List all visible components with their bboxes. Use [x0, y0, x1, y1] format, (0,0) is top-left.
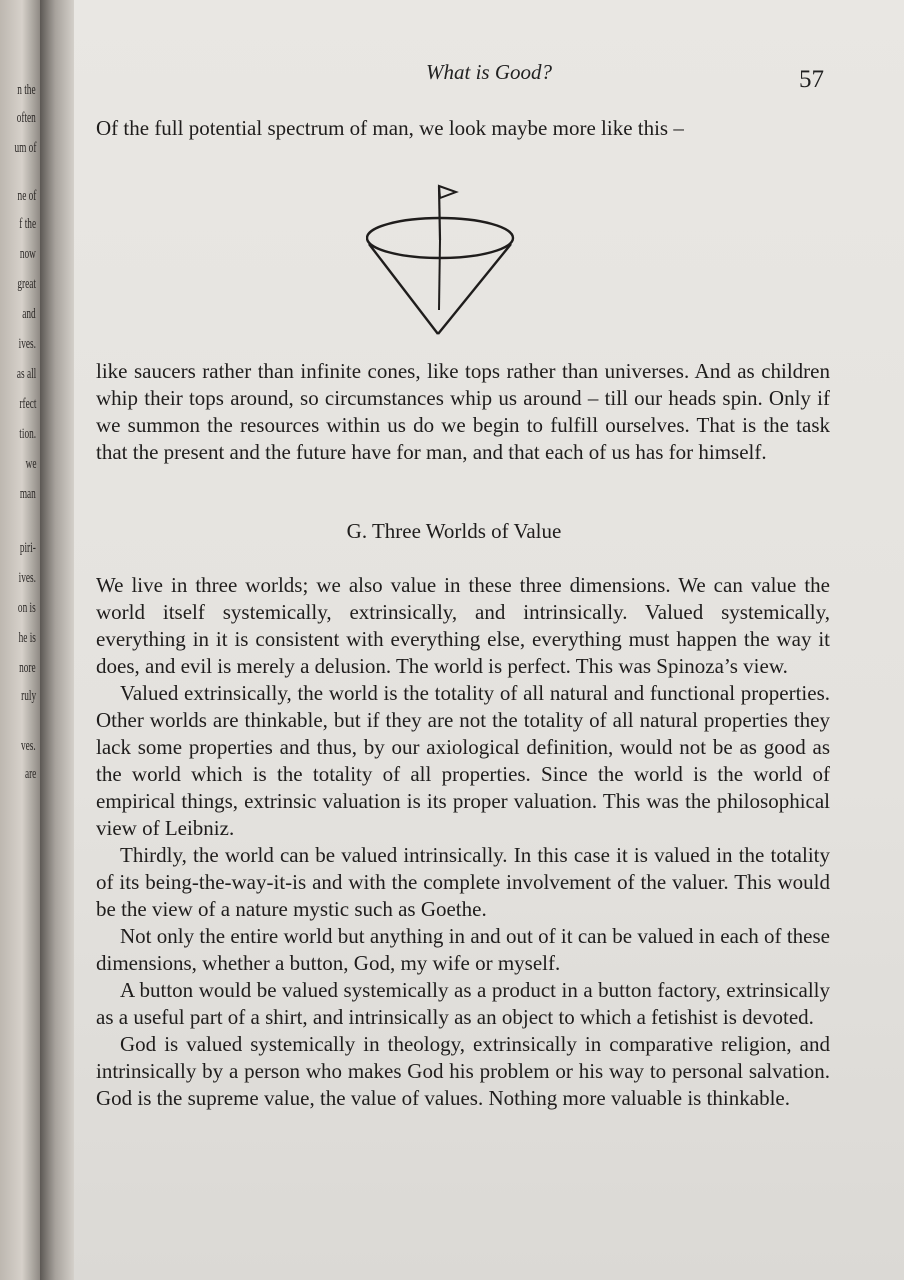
paragraph: like saucers rather than infinite cones, like tops rather than universes. And as children whip their tops around, so circumstances whip us around – till our heads spin. Only if we summon the resources within us do we begin to fulfill ourselves. That is the task that the present and the future have for man, and that each of us has for himself. [96, 359, 830, 464]
spinning-top-figure [366, 178, 526, 340]
paragraph: Thirdly, the world can be valued intrinsically. In this case it is valued in the totality of its being-the-way-it-is and with the complete involvement of the valuer. This would be the view of a nature mystic such as Goethe. [96, 843, 830, 921]
facing-page-fragment: ives. [18, 336, 36, 352]
facing-page-fragment: um of [14, 140, 36, 156]
paragraph: God is valued systemically in theology, extrinsically in comparative religion, and intrinsically by a person who makes God his problem or his way to personal salvation. God is the supreme value, the value of values. Nothing more valuable is thinkable. [96, 1032, 830, 1110]
facing-page-fragment: man [19, 486, 36, 502]
page-number: 57 [799, 66, 824, 93]
facing-page-fragment: ives. [18, 570, 36, 586]
paragraph: Not only the entire world but anything in and out of it can be valued in each of these dimensions, whether a button, God, my wife or myself. [96, 924, 830, 975]
facing-page-fragment: are [24, 766, 36, 782]
facing-page-fragment: n the [17, 82, 36, 98]
facing-page-fragment: on is [18, 600, 36, 616]
section-body [96, 572, 830, 1112]
paragraph-after-figure [96, 358, 830, 466]
facing-page-fragment: ne of [17, 188, 36, 204]
facing-page-fragment: we [25, 456, 36, 472]
facing-page-fragment: often [16, 110, 36, 126]
section-heading: G. Three Worlds of Value [346, 519, 562, 543]
facing-page-fragment: rfect [18, 396, 36, 412]
facing-page-fragment: he is [18, 630, 36, 646]
facing-page-fragment: ruly [21, 688, 36, 704]
book-gutter [40, 0, 74, 1280]
running-head: What is Good? [426, 60, 552, 84]
facing-page-fragment: great [17, 276, 36, 292]
facing-page-fragment: ves. [21, 738, 36, 754]
paragraph: Valued extrinsically, the world is the totality of all natural and functional properties. Other worlds are thinkable, but if they are not the totality of all natural properties they lack some properties and thus, by our axiological definition, would not be as good as the world which is the totality of all properties. Since the world is the world of empirical things, extrinsic valuation is its proper valuation. This was the philosophical view of Leibniz. [96, 681, 830, 840]
facing-page-fragment: and [22, 306, 36, 322]
intro-line: Of the full potential spectrum of man, we look maybe more like this – [96, 116, 684, 140]
facing-page-fragment: piri- [19, 540, 36, 556]
facing-page-fragment: tion. [19, 426, 36, 442]
spinning-top-icon [366, 178, 526, 340]
paragraph: We live in three worlds; we also value in these three dimensions. We can value the world itself systemically, extrinsically, and intrinsically. Valued systemically, everything in it is consistent with everything else, everything must happen the way it does, and evil is merely a delusion. The world is perfect. This was Spinoza’s view. [96, 573, 830, 678]
facing-page-fragment: now [19, 246, 36, 262]
facing-page-edge [0, 0, 40, 1280]
facing-page-fragment: nore [19, 660, 36, 676]
paragraph: A button would be valued systemically as a product in a button factory, extrinsically as a useful part of a shirt, and intrinsically as an object to which a fetishist is devoted. [96, 978, 830, 1029]
facing-page-fragment: f the [19, 216, 36, 232]
book-page [74, 0, 904, 1280]
facing-page-fragment: as all [16, 366, 36, 382]
